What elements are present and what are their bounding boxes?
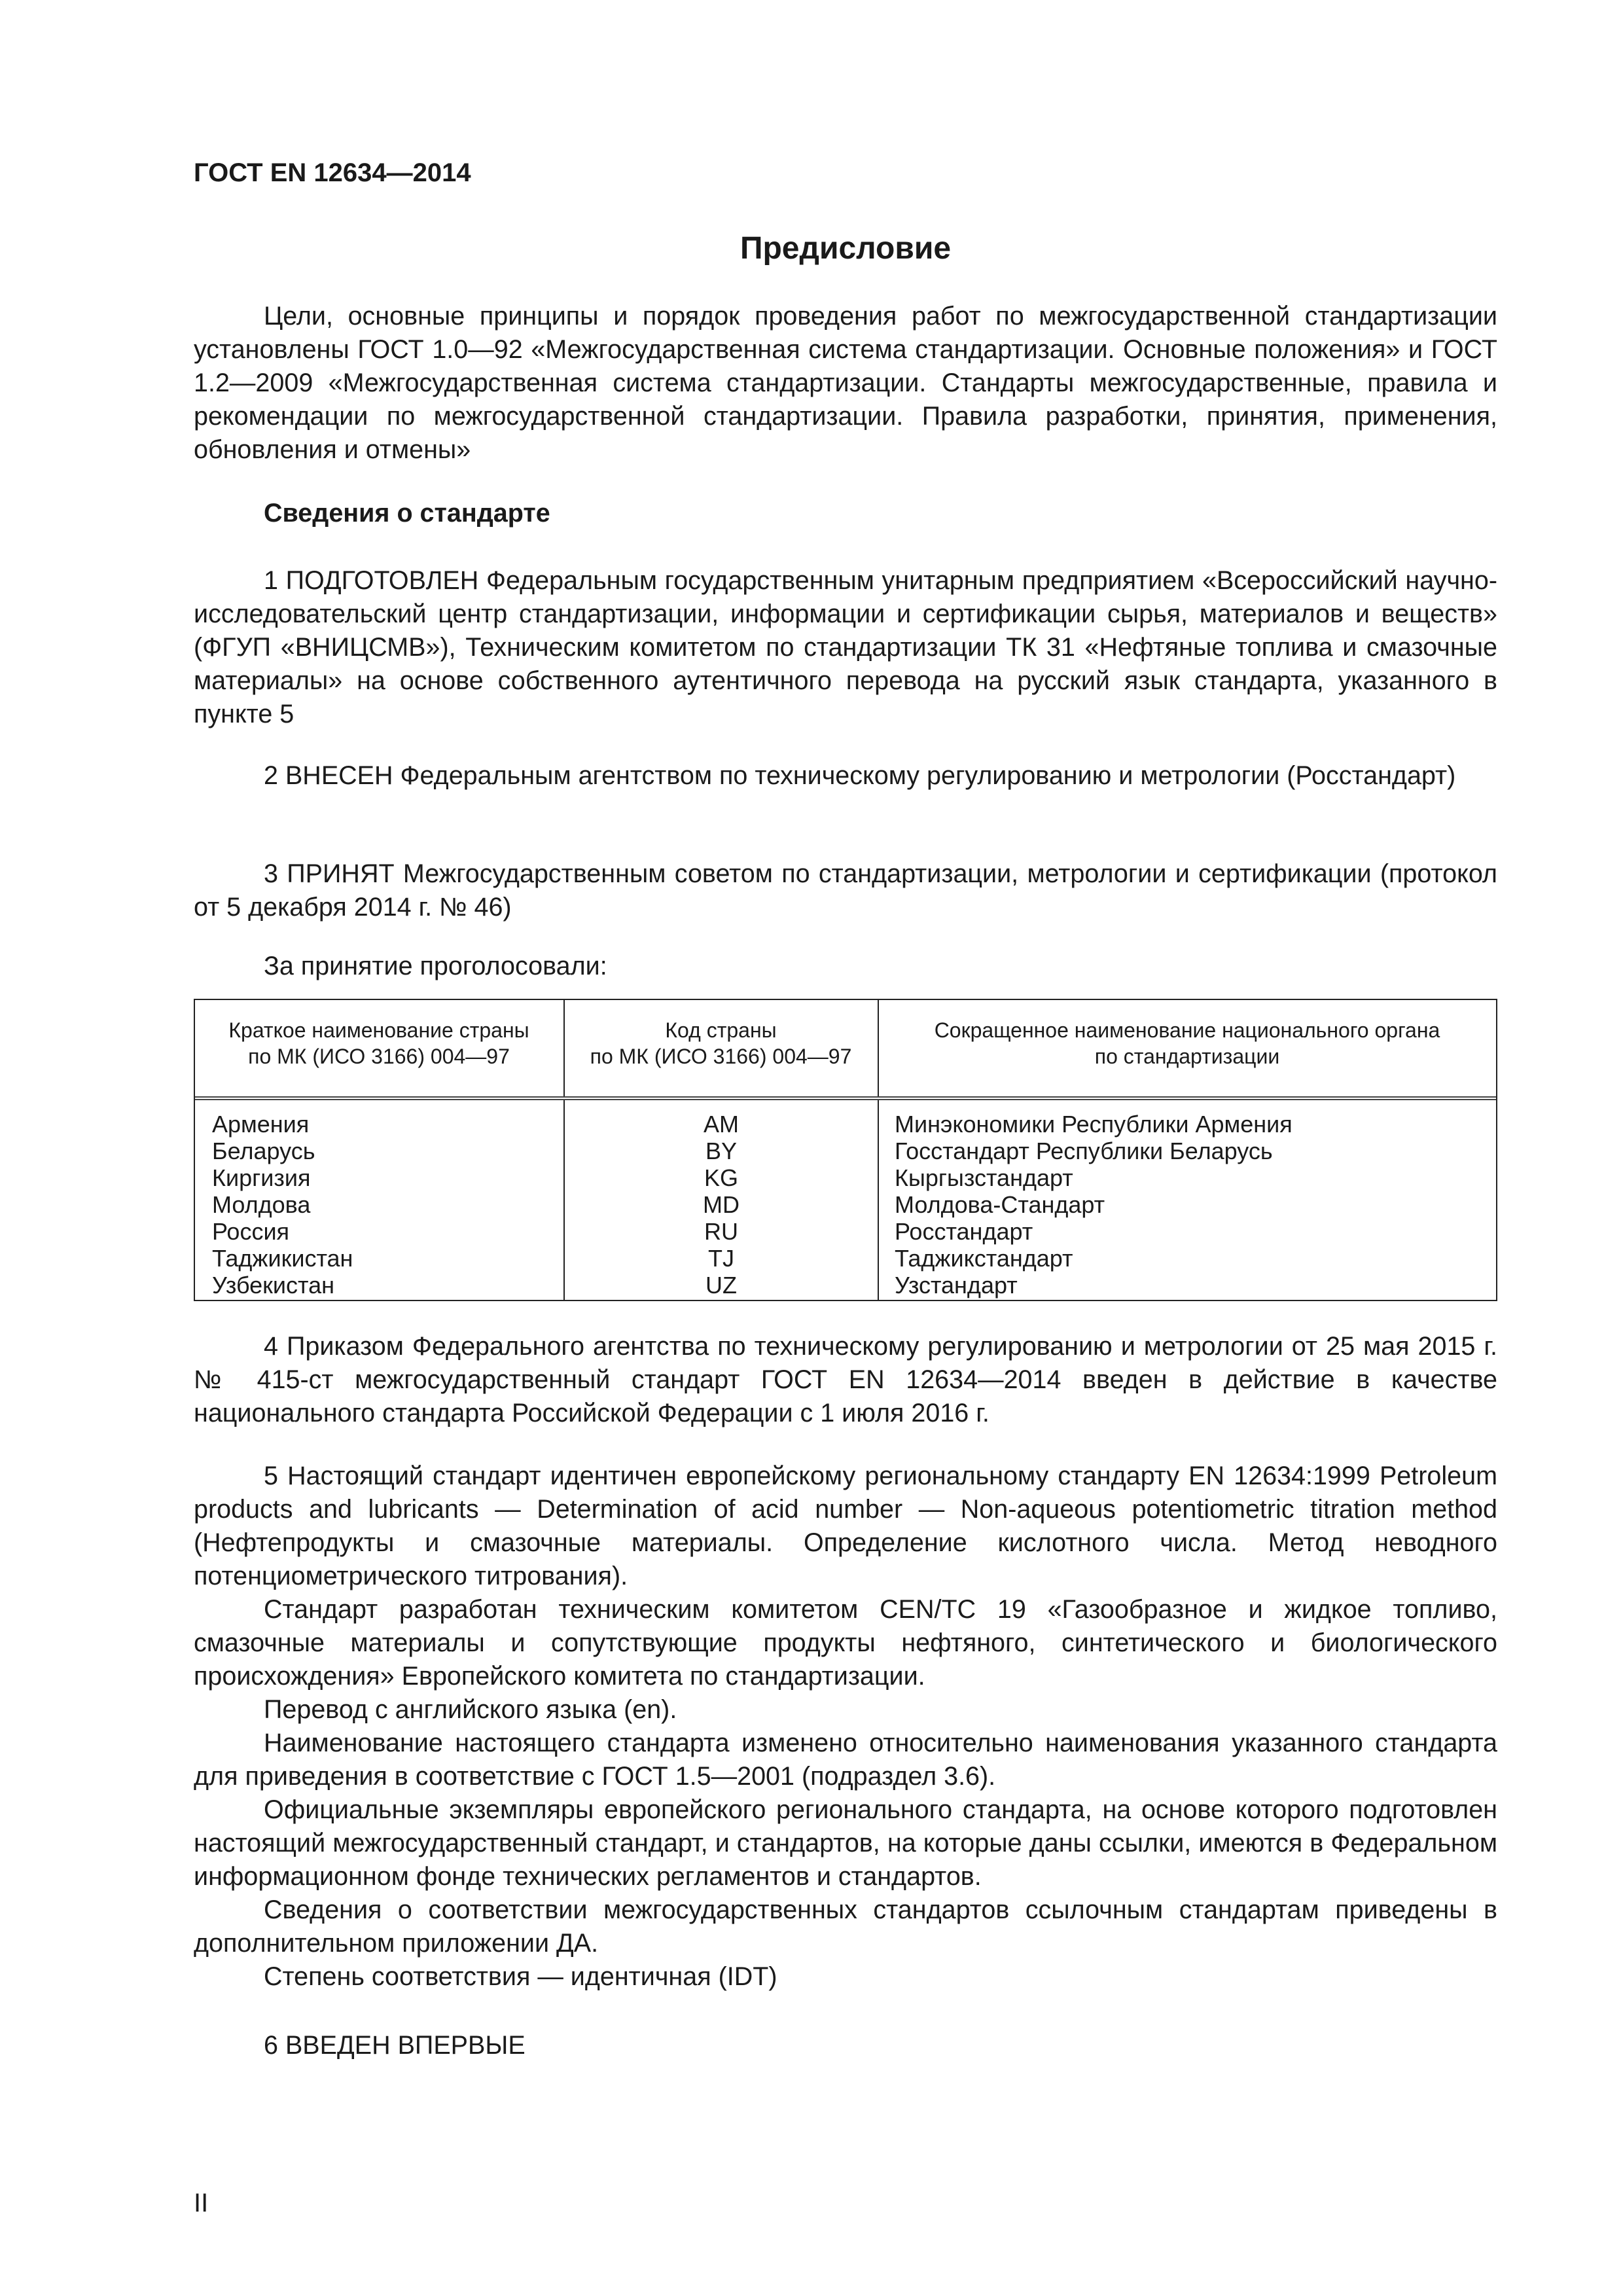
- item-1-paragraph: 1 ПОДГОТОВЛЕН Федеральным государственным унитарным предприятием «Всероссийский научно-исследовательский центр стандартизации, информации и сертификации сырья, материалов и веществ» (ФГУП «ВНИЦСМВ»), Техническим комитетом по стандартизации ТК 31 «Нефтяные топлива и смазочные материалы» на основе собственного аутентичного перевода на русский язык стандарта, указанного в пункте 5: [194, 566, 1497, 728]
- table-cell: Армения: [212, 1111, 310, 1138]
- table-body: [195, 1098, 1496, 1300]
- country-names-column: [195, 1098, 564, 1300]
- table-cell: Беларусь: [212, 1138, 315, 1164]
- table-cell: Узстандарт: [895, 1272, 1018, 1299]
- item-2-paragraph: 2 ВНЕСЕН Федеральным агентством по техническому регулированию и метрологии (Росстандарт): [264, 761, 1456, 790]
- table-cell: Кыргызстандарт: [895, 1164, 1073, 1191]
- item-3-paragraph: 3 ПРИНЯТ Межгосударственным советом по стандартизации, метрологии и сертификации (протокол от 5 декабря 2014 г. № 46): [194, 859, 1497, 922]
- item-5-degree: Степень соответствия — идентичная (IDT): [264, 1962, 777, 1991]
- info-heading: Сведения о стандарте: [264, 499, 550, 528]
- table-cell: Госстандарт Республики Беларусь: [895, 1138, 1273, 1164]
- item-5-translation: Перевод с английского языка (en).: [264, 1695, 677, 1724]
- table-cell: Киргизия: [212, 1164, 311, 1191]
- item-5-paragraph: 5 Настоящий стандарт идентичен европейскому региональному стандарту EN 12634:1999 Petroleum products and lubricants — Determination of acid number — Non-aqueous potentiometric titration method (Нефтепродукты и смазочные материалы. Определение кислотного числа. Метод неводного потенциометрического титрования).: [194, 1462, 1497, 1590]
- header-national-body: Сокращенное наименование национального органа по стандартизации: [878, 1000, 1496, 1098]
- table-cell: UZ: [705, 1272, 737, 1299]
- item-5-name-change: Наименование настоящего стандарта изменено относительно наименования указанного стандарта для приведения в соответствие с ГОСТ 1.5—2001 (подраздел 3.6).: [194, 1729, 1497, 1791]
- table-cell: MD: [703, 1191, 740, 1218]
- table-cell: Росстандарт: [895, 1218, 1033, 1245]
- table-cell: RU: [704, 1218, 738, 1245]
- table-cell: TJ: [708, 1245, 734, 1272]
- table-header-row: [195, 1000, 1496, 1098]
- header-country-code: Код страны по МК (ИСО 3166) 004—97: [564, 1000, 878, 1098]
- table-cell: Узбекистан: [212, 1272, 335, 1299]
- standard-designation: ГОСТ EN 12634—2014: [194, 158, 471, 187]
- table-cell: BY: [705, 1138, 738, 1164]
- table-cell: Молдова: [212, 1191, 311, 1218]
- item-4-paragraph: 4 Приказом Федерального агентства по техническому регулированию и метрологии от 25 мая 2015 г. № 415-ст межгосударственный стандарт ГОСТ EN 12634—2014 введен в действие в качестве национального стандарта Российской Федерации с 1 июля 2016 г.: [194, 1332, 1497, 1427]
- table-cell: Молдова-Стандарт: [895, 1191, 1105, 1218]
- country-codes-column: [564, 1098, 878, 1300]
- voting-table: [194, 999, 1497, 1301]
- item-5-conformity-info: Сведения о соответствии межгосударственных стандартов ссылочным стандартам приведены в дополнительном приложении ДА.: [194, 1895, 1497, 1958]
- item-5-official-copies: Официальные экземпляры европейского регионального стандарта, на основе которого подготовлен настоящий межгосударственный стандарт, и стандартов, на которые даны ссылки, имеются в Федеральном информационном фонде технических регламентов и стандартов.: [194, 1795, 1497, 1891]
- header-country-name: Краткое наименование страны по МК (ИСО 3166) 004—97: [195, 1000, 564, 1098]
- page-number: II: [194, 2189, 209, 2217]
- document-page: [194, 0, 1497, 2296]
- vote-label: За принятие проголосовали:: [264, 952, 607, 980]
- table-cell: Минэкономики Республики Армения: [895, 1111, 1293, 1138]
- page-title: Предисловие: [740, 231, 952, 266]
- table-cell: Россия: [212, 1218, 290, 1245]
- table-cell: Таджикстандарт: [895, 1245, 1073, 1272]
- item-6-paragraph: 6 ВВЕДЕН ВПЕРВЫЕ: [264, 2031, 526, 2060]
- national-bodies-column: [878, 1098, 1496, 1300]
- table-cell: Таджикистан: [212, 1245, 353, 1272]
- item-5-committee: Стандарт разработан техническим комитетом CEN/TC 19 «Газообразное и жидкое топливо, смазочные материалы и сопутствующие продукты нефтяного, синтетического и биологического происхождения» Европейского комитета по стандартизации.: [194, 1595, 1497, 1691]
- table-cell: KG: [704, 1164, 738, 1191]
- table-cell: AM: [704, 1111, 739, 1138]
- intro-paragraph: Цели, основные принципы и порядок проведения работ по межгосударственной стандартизации установлены ГОСТ 1.0—92 «Межгосударственная система стандартизации. Основные положения» и ГОСТ 1.2—2009 «Межгосударственная система стандартизации. Стандарты межгосударственные, правила и рекомендации по межгосударственной стандартизации. Правила разработки, принятия, применения, обновления и отмены»: [194, 302, 1497, 464]
